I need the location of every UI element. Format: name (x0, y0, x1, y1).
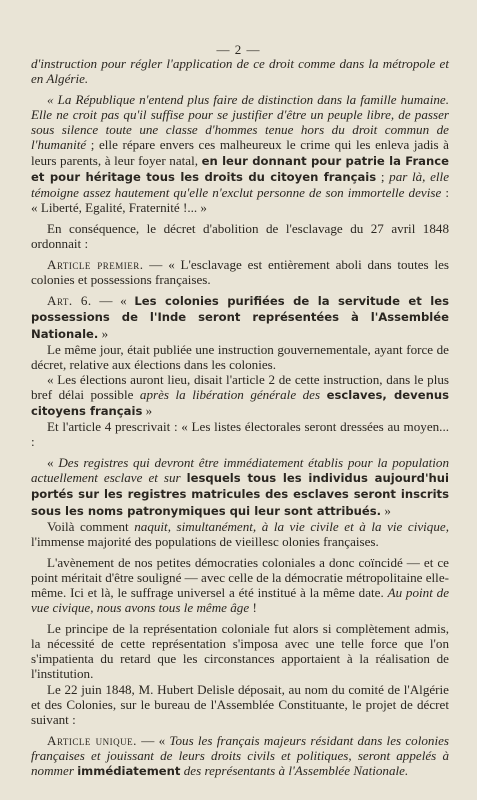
italic-text: Au point de vue civique, nous avons tous le même âge (31, 585, 450, 616)
text: Et l'article 4 prescrivait : « Les listes électorales seront dressées au moyen... : (31, 419, 449, 450)
paragraph-3 (31, 221, 449, 251)
text: » (98, 325, 109, 341)
bold-text: esclaves, devenus citoyens français (31, 387, 449, 418)
text: : « Liberté, Egalité, Fraternité !... » (31, 184, 449, 215)
text: « (47, 455, 59, 471)
text: ; (376, 168, 390, 184)
text: — « (91, 293, 135, 309)
text: — « L'esclavage est entièrement aboli dans toutes les colonies et possessions françaises. (31, 257, 449, 288)
text: L'avènement de nos petites démocraties coloniales a donc coïncidé — et ce point méritait d'être souligné — avec celle de la démocratie métropolitaine elle-même. Ici et là, le suffrage universel a été institué à la même date. (31, 554, 449, 600)
paragraph-14-article (31, 733, 449, 779)
paragraph-8 (31, 419, 449, 449)
text: ; elle répare envers ces malheureux le crime qui les enleva jadis à leurs parents, à leur foyer natal, (31, 137, 449, 168)
paragraph-7 (31, 372, 449, 419)
text: l'immense majorité des populations de vieillesc olonies françaises. (31, 533, 379, 549)
bold-text: immédiatement (77, 764, 181, 779)
italic-text: des représentants à l'Assemblée Nationale. (183, 763, 409, 779)
paragraph-5-article (31, 293, 449, 341)
page-number: — 2 — (216, 42, 261, 57)
italic-text: d'instruction pour régler l'application de ce droit comme dans la métropole et en Algérie. (31, 56, 449, 87)
bold-text: Les colonies purifiées de la servitude et les possessions de l'Inde seront représentées à l'Assemblée Nationale. (31, 294, 449, 341)
text: En conséquence, le décret d'abolition de l'esclavage du 27 avril 1848 ordonnait : (31, 220, 449, 252)
text: Le 22 juin 1848, M. Hubert Delisle déposait, au nom du comité de l'Algérie et des Colonies, sur le bureau de l'Assemblée Constituante, le projet de décret suivant : (31, 681, 449, 727)
paragraph-9-quote (31, 455, 449, 518)
italic-text: après la libération générale des (139, 386, 321, 402)
text: « Les élections auront lieu, disait l'article 2 de cette instruction, dans le plus bref délai possible (31, 371, 449, 402)
paragraph-4-article (31, 257, 449, 287)
article-label: Art. 6. (47, 293, 92, 309)
text: Le principe de la représentation coloniale fut alors si complètement admis, la nécessité de cette représentation s'imposa avec une telle force que l'on s'impatienta du retard que les circonstances apportaient à la réalisation de l'institution. (31, 621, 449, 682)
text: ! (249, 600, 257, 616)
text: — « (136, 732, 170, 748)
article-label: Article premier. (47, 257, 144, 273)
text: Voilà comment (47, 518, 135, 534)
paragraph-11 (31, 555, 449, 615)
bold-text: en leur donnant pour patrie la France et pour héritage tous les droits du citoyen français (31, 153, 449, 184)
article-label: Article unique. (47, 732, 137, 748)
text: » (142, 402, 153, 418)
italic-text: Des registres qui devront être immédiatement établis pour la population actuellement esclave et sur (31, 455, 449, 486)
paragraph-6 (31, 342, 449, 372)
paragraph-12 (31, 621, 449, 681)
paragraph-2-quote (31, 92, 449, 215)
paragraph-1 (31, 56, 449, 86)
italic-text: naquit, simultanément, à la vie civile et à la vie civique, (134, 518, 449, 534)
text: » (381, 502, 391, 518)
paragraph-13 (31, 682, 449, 727)
bold-text: lesquels tous les individus aujourd'hui portés sur les registres matricules des esclaves seront inscrits sous les noms patronymiques qui leur sont attribués. (31, 471, 449, 518)
paragraph-10 (31, 519, 449, 549)
text: Le même jour, était publiée une instruction gouvernementale, ayant force de décret, relative aux élections dans les colonies. (31, 341, 449, 372)
italic-text: par là, elle témoigne assez hautement qu'elle n'exclut personne de son immortelle devise (31, 168, 450, 200)
italic-text: « La République n'entend plus faire de distinction dans la famille humaine. Elle ne croit pas qu'il suffise pour se justifier d'être un peuple libre, de passer sous silence toute une classe d'hommes tenue hors du droit commun de l'humanité (31, 92, 449, 153)
italic-text: Tous les français majeurs résidant dans les colonies françaises et jouissant de leurs droits civils et politiques, seront appelés à nommer (31, 732, 449, 779)
